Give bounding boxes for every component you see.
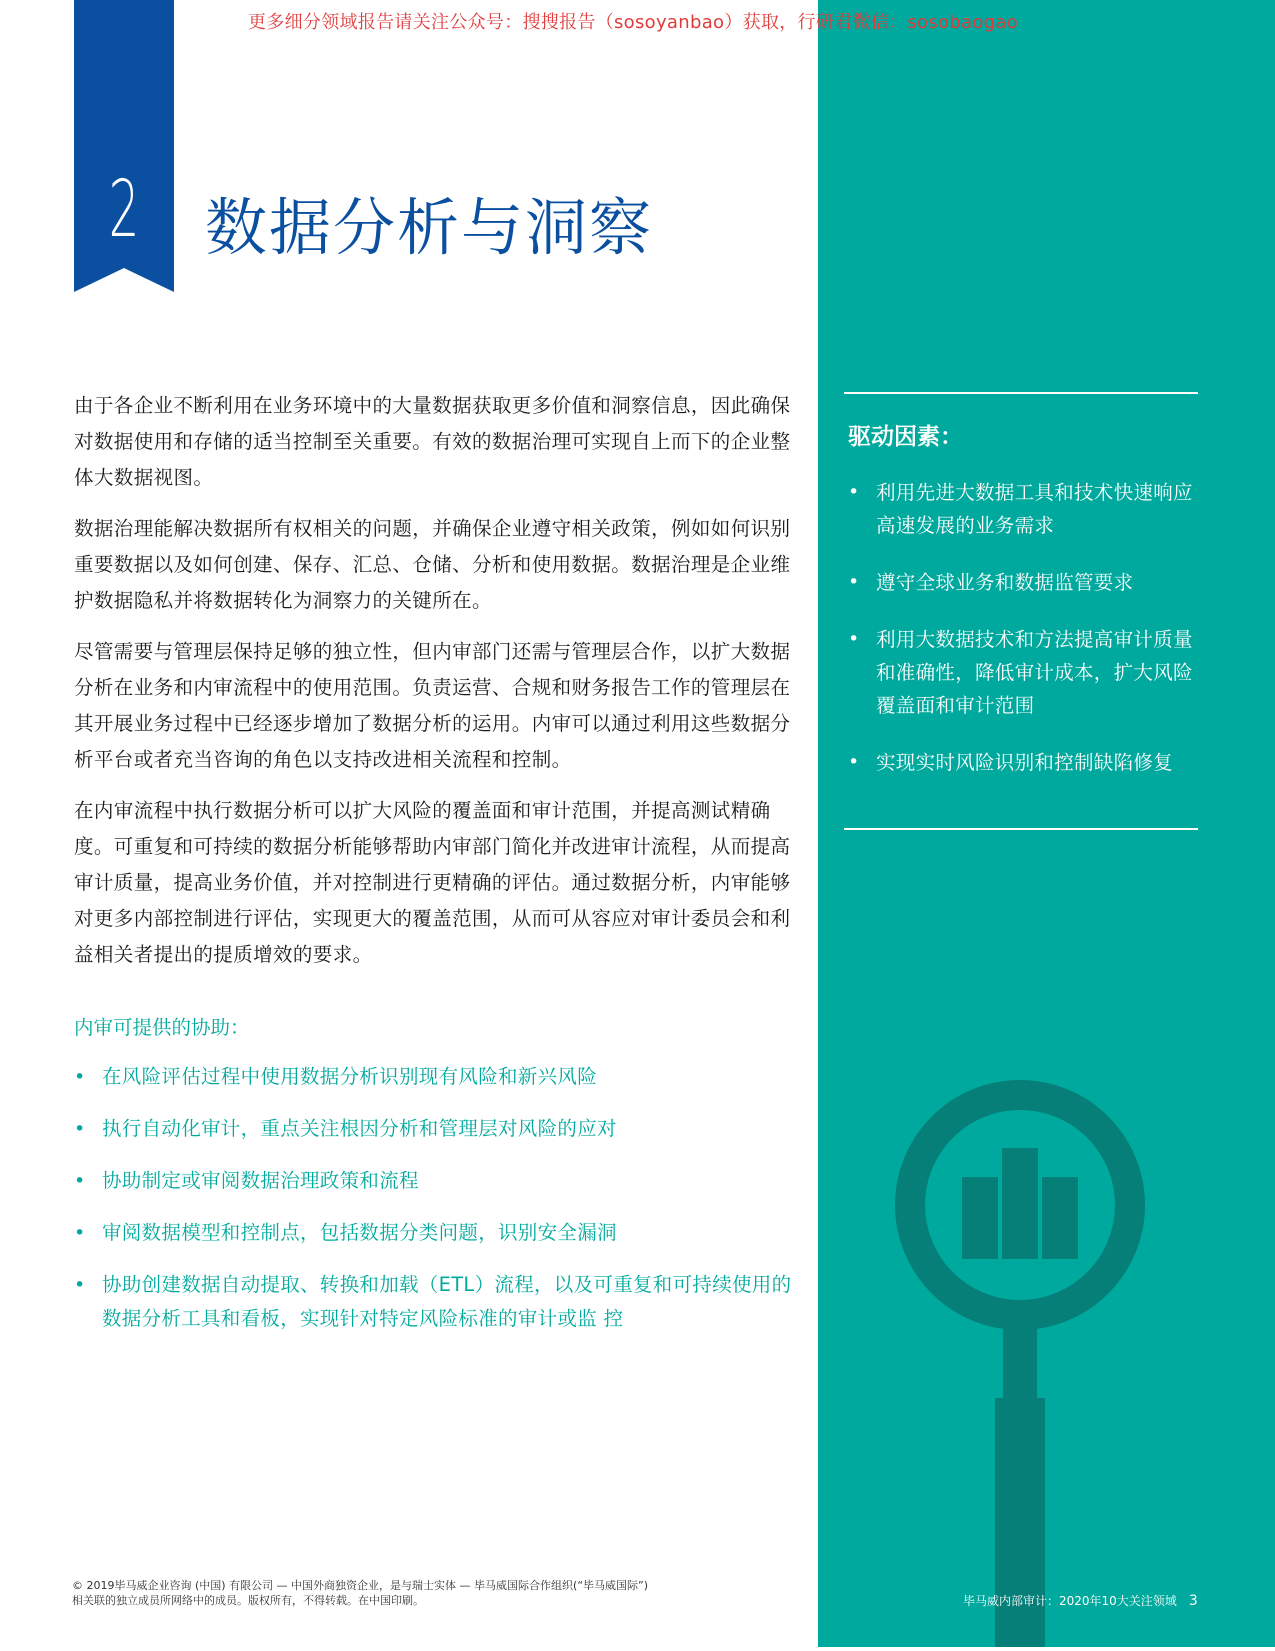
assistance-heading: 内审可提供的协助： (74, 1016, 250, 1039)
bullet: • (74, 1118, 86, 1140)
drivers-box (844, 392, 1198, 830)
list-item (74, 1060, 796, 1094)
list-item-text: 执行自动化审计，重点关注根因分析和管理层对风险的应对 (102, 1117, 617, 1140)
list-item (844, 623, 1198, 722)
bullet: • (848, 628, 860, 650)
footer-copyright (72, 1578, 772, 1608)
list-item-text: 利用先进大数据工具和技术快速响应高速发展的业务需求 (876, 481, 1193, 537)
list-item (844, 476, 1198, 542)
page-title: 数据分析与洞察 (205, 191, 654, 264)
drivers-list (844, 476, 1198, 779)
bullet: • (74, 1066, 86, 1088)
list-item (74, 1112, 796, 1146)
paragraph-2: 数据治理能解决数据所有权相关的问题，并确保企业遵守相关政策，例如如何识别重要数据以及如何创建、保存、汇总、仓储、分析和使用数据。数据治理是企业维护数据隐私并将数据转化为洞察力的关键所在。 (74, 517, 791, 612)
bullet: • (74, 1274, 86, 1296)
bullet: • (74, 1170, 86, 1192)
footer-doc-title: 毕马威内部审计：2020年10大关注领域 (963, 1594, 1177, 1608)
list-item-text: 在风险评估过程中使用数据分析识别现有风险和新兴风险 (102, 1065, 598, 1088)
list-item-text: 遵守全球业务和数据监管要求 (876, 571, 1134, 594)
bullet: • (74, 1222, 86, 1244)
paragraph-1: 由于各企业不断利用在业务环境中的大量数据获取更多价值和洞察信息，因此确保对数据使用和存储的适当控制至关重要。有效的数据治理可实现自上而下的企业整体大数据视图。 (74, 394, 791, 489)
list-item-text: 协助制定或审阅数据治理政策和流程 (102, 1169, 419, 1192)
watermark-text: 更多细分领域报告请关注公众号：搜搜报告（sosoyanbao）获取，行研君微信：sosobaogao (248, 12, 1019, 33)
paragraph-3: 尽管需要与管理层保持足够的独立性，但内审部门还需与管理层合作，以扩大数据分析在业务和内审流程中的使用范围。负责运营、合规和财务报告工作的管理层在其开展业务过程中已经逐步增加了数据分析的运用。内审可以通过利用这些数据分析平台或者充当咨询的角色以支持改进相关流程和控制。 (74, 640, 791, 771)
copyright-line-2: 相关联的独立成员所网络中的成员。版权所有，不得转载。在中国印刷。 (72, 1594, 424, 1607)
drivers-title: 驱动因素： (848, 424, 963, 450)
list-item-text: 协助创建数据自动提取、转换和加载（ETL）流程，以及可重复和可持续使用的数据分析工具和看板，实现针对特定风险标准的审计或监 控 (102, 1273, 792, 1330)
bullet: • (848, 751, 860, 773)
bullet: • (848, 481, 860, 503)
assistance-list (74, 1060, 796, 1354)
main-content (74, 388, 796, 988)
chapter-number: 2 (108, 165, 140, 255)
list-item (844, 566, 1198, 599)
magnifier-chart-icon (895, 1080, 1145, 1651)
page-number: 3 (1188, 1593, 1198, 1609)
list-item (74, 1216, 796, 1250)
paragraph-4: 在内审流程中执行数据分析可以扩大风险的覆盖面和审计范围，并提高测试精确度。可重复和可持续的数据分析能够帮助内审部门简化并改进审计流程，从而提高审计质量，提高业务价值，并对控制进行更精确的评估。通过数据分析，内审能够对更多内部控制进行评估，实现更大的覆盖范围，从而可从容应对审计委员会和利益相关者提出的提质增效的要求。 (74, 799, 791, 966)
list-item-text: 审阅数据模型和控制点，包括数据分类问题，识别安全漏洞 (102, 1221, 617, 1244)
copyright-line-1: © 2019毕马威企业咨询 (中国) 有限公司 — 中国外商独资企业，是与瑞士实体 — 毕马威国际合作组织(“毕马威国际”) (72, 1579, 649, 1592)
list-item-text: 利用大数据技术和方法提高审计质量和准确性，降低审计成本，扩大风险覆盖面和审计范围 (876, 628, 1193, 717)
footer-doc-info (963, 1592, 1198, 1609)
bullet: • (848, 571, 860, 593)
list-item (74, 1164, 796, 1198)
list-item (74, 1268, 796, 1336)
list-item (844, 746, 1198, 779)
list-item-text: 实现实时风险识别和控制缺陷修复 (876, 751, 1174, 774)
